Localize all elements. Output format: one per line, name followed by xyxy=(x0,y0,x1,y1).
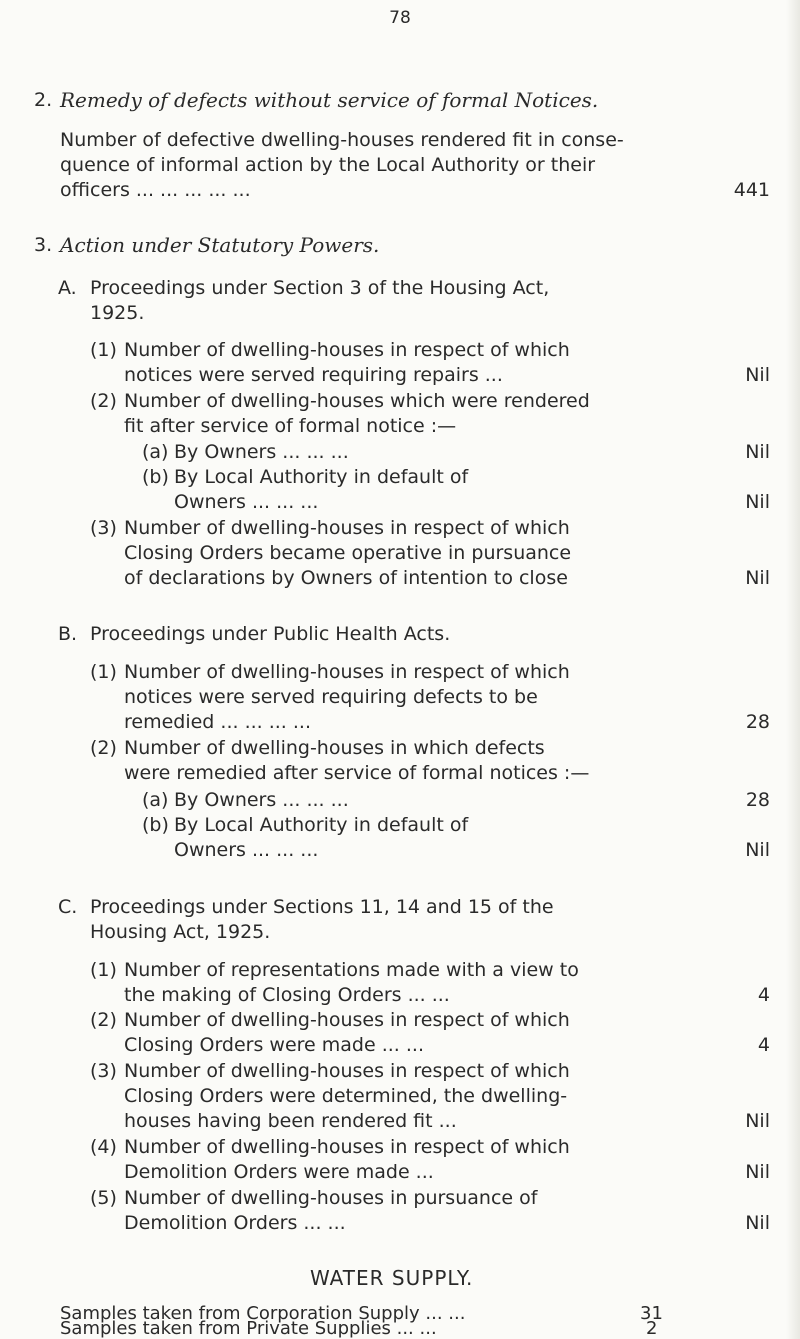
c-item-2-value: 4 xyxy=(757,1034,770,1056)
water-row-2-value: 2 xyxy=(646,1318,658,1339)
a-item-1-line-1: Number of dwelling-houses in respect of which xyxy=(124,339,570,361)
a-item-2b-line-1: By Local Authority in default of xyxy=(174,466,469,488)
water-row-1-text: Samples taken from Corporation Supply ... ... xyxy=(60,1303,466,1324)
section-2-value: 441 xyxy=(733,179,770,201)
b-item-2-line-1: Number of dwelling-houses in which defects xyxy=(124,737,545,759)
b-item-1-line-1: Number of dwelling-houses in respect of which xyxy=(124,661,570,683)
b-item-1-line-3: remedied ... ... ... ... xyxy=(124,711,312,733)
subsection-a-line-2: 1925. xyxy=(90,302,145,324)
c-item-1-number: (1) xyxy=(90,959,117,981)
subsection-c-line-2: Housing Act, 1925. xyxy=(90,921,271,943)
water-row-1-value: 31 xyxy=(640,1303,663,1324)
section-2-line-3: officers ... ... ... ... ... xyxy=(60,179,251,201)
subsection-a-line-1: Proceedings under Section 3 of the Housing Act, xyxy=(90,277,550,299)
c-item-4-line-2: Demolition Orders were made ... xyxy=(124,1161,434,1183)
b-item-1-number: (1) xyxy=(90,661,117,683)
section-2-title: Remedy of defects without service of formal Notices. xyxy=(60,88,599,112)
b-item-2b-value: Nil xyxy=(745,839,770,861)
c-item-3-line-2: Closing Orders were determined, the dwelling- xyxy=(124,1085,568,1107)
a-item-2b-line-2: Owners ... ... ... xyxy=(174,491,319,513)
b-item-2a-value: 28 xyxy=(745,789,770,811)
a-item-2a-number: (a) xyxy=(142,441,169,463)
c-item-3-line-3: houses having been rendered fit ... xyxy=(124,1110,457,1132)
a-item-2-line-1: Number of dwelling-houses which were rendered xyxy=(124,390,590,412)
section-2-number: 2. xyxy=(34,89,53,111)
a-item-3-line-2: Closing Orders became operative in pursuance xyxy=(124,542,572,564)
a-item-3-value: Nil xyxy=(745,567,770,589)
c-item-2-line-2: Closing Orders were made ... ... xyxy=(124,1034,424,1056)
c-item-5-number: (5) xyxy=(90,1187,117,1209)
c-item-3-value: Nil xyxy=(745,1110,770,1132)
c-item-2-number: (2) xyxy=(90,1009,117,1031)
subsection-b-label: B. xyxy=(58,623,78,645)
subsection-a-label: A. xyxy=(58,277,77,299)
section-3-number: 3. xyxy=(34,234,53,256)
c-item-4-number: (4) xyxy=(90,1136,117,1158)
b-item-2a-number: (a) xyxy=(142,789,169,811)
water-supply-heading: WATER SUPPLY. xyxy=(310,1266,474,1290)
section-2-line-1: Number of defective dwelling-houses rendered fit in conse- xyxy=(60,129,624,151)
b-item-1-value: 28 xyxy=(745,711,770,733)
c-item-4-value: Nil xyxy=(745,1161,770,1183)
b-item-2b-line-1: By Local Authority in default of xyxy=(174,814,469,836)
a-item-2-line-2: fit after service of formal notice :— xyxy=(124,415,457,437)
a-item-2b-value: Nil xyxy=(745,491,770,513)
a-item-3-line-3: of declarations by Owners of intention to close xyxy=(124,567,568,589)
section-2-line-2: quence of informal action by the Local Authority or their xyxy=(60,154,596,176)
a-item-3-line-1: Number of dwelling-houses in respect of which xyxy=(124,517,570,539)
page-edge-shadow xyxy=(786,0,800,1339)
b-item-2b-number: (b) xyxy=(142,814,169,836)
b-item-2b-line-2: Owners ... ... ... xyxy=(174,839,319,861)
b-item-2-line-2: were remedied after service of formal notices :— xyxy=(124,762,590,784)
c-item-2-line-1: Number of dwelling-houses in respect of which xyxy=(124,1009,570,1031)
c-item-1-line-2: the making of Closing Orders ... ... xyxy=(124,984,450,1006)
c-item-5-line-2: Demolition Orders ... ... xyxy=(124,1212,346,1234)
b-item-2a-text: By Owners ... ... ... xyxy=(174,789,349,811)
c-item-5-line-1: Number of dwelling-houses in pursuance of xyxy=(124,1187,538,1209)
c-item-4-line-1: Number of dwelling-houses in respect of which xyxy=(124,1136,570,1158)
c-item-1-line-1: Number of representations made with a view to xyxy=(124,959,579,981)
water-row-2-text: Samples taken from Private Supplies ... ... xyxy=(60,1318,437,1339)
a-item-2a-value: Nil xyxy=(745,441,770,463)
a-item-2b-number: (b) xyxy=(142,466,169,488)
a-item-1-number: (1) xyxy=(90,339,117,361)
c-item-1-value: 4 xyxy=(757,984,770,1006)
a-item-3-number: (3) xyxy=(90,517,117,539)
c-item-5-value: Nil xyxy=(745,1212,770,1234)
a-item-2-number: (2) xyxy=(90,390,117,412)
section-3-title: Action under Statutory Powers. xyxy=(60,233,380,257)
a-item-1-value: Nil xyxy=(745,364,770,386)
subsection-c-label: C. xyxy=(58,896,78,918)
a-item-2a-text: By Owners ... ... ... xyxy=(174,441,349,463)
page-number: 78 xyxy=(389,8,411,28)
c-item-3-number: (3) xyxy=(90,1060,117,1082)
subsection-c-line-1: Proceedings under Sections 11, 14 and 15 of the xyxy=(90,896,554,918)
b-item-2-number: (2) xyxy=(90,737,117,759)
subsection-b-title: Proceedings under Public Health Acts. xyxy=(90,623,451,645)
c-item-3-line-1: Number of dwelling-houses in respect of which xyxy=(124,1060,570,1082)
a-item-1-line-2: notices were served requiring repairs ... xyxy=(124,364,503,386)
b-item-1-line-2: notices were served requiring defects to be xyxy=(124,686,538,708)
